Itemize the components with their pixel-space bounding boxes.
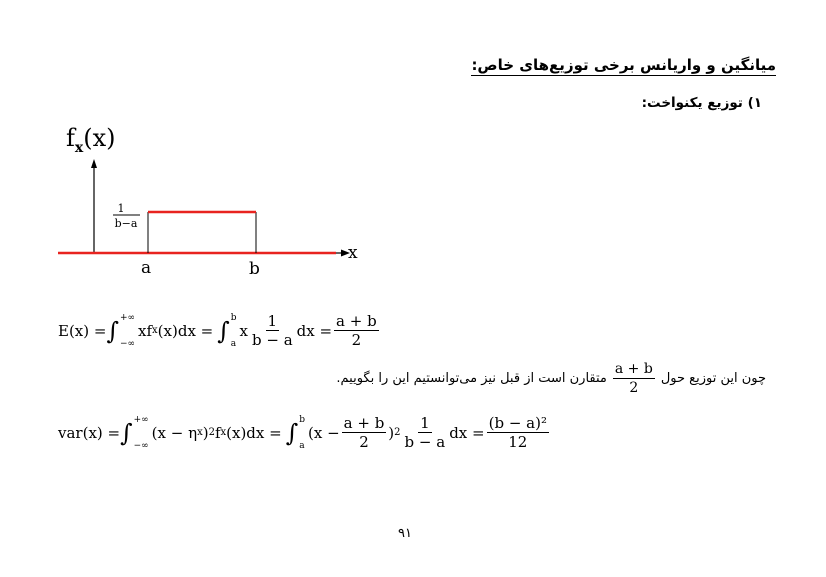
frac-num: a + b [343, 414, 385, 432]
int-lower: a [230, 338, 237, 349]
para-after: متقارن است از قبل نیز می‌توانستیم این را بگوییم. [336, 371, 607, 386]
mean-int2-body: x [239, 321, 248, 340]
graph-y-label-f: f [66, 124, 75, 152]
graph-y-label [66, 124, 116, 156]
var-body2-sup: 2 [394, 427, 401, 438]
int-upper: +∞ [133, 414, 149, 425]
frac-num: 1 [267, 312, 278, 330]
frac-den: b − a [404, 433, 446, 451]
integral-sign: ∫ [120, 418, 133, 447]
graph-y-label-sub: x [74, 140, 84, 156]
point-b-label: b [249, 259, 260, 279]
int-lower: −∞ [133, 440, 149, 451]
frac-den: 12 [508, 433, 528, 451]
y-axis-arrow [91, 159, 97, 168]
int-lower: −∞ [119, 338, 136, 349]
int-upper: b [299, 414, 305, 425]
frac-den: 2 [351, 331, 362, 349]
var-lhs: var(x) = [58, 423, 121, 442]
integral-sign: ∫ [285, 418, 299, 447]
mean-fraction-1 [250, 312, 295, 349]
var-fraction-1 [342, 414, 387, 451]
var-body1: (x − η [151, 423, 198, 442]
var-body1-sup: 2 [208, 427, 215, 438]
int-upper: +∞ [119, 312, 136, 323]
var-body1-close: ) [202, 423, 209, 442]
mean-int1-body: xf [138, 321, 153, 340]
mean-int1-sub: x [152, 325, 158, 336]
frac-den: 2 [359, 433, 369, 451]
var-body2-close: ) [388, 423, 395, 442]
var-integral-2 [286, 415, 308, 451]
frac-num: a + b [336, 312, 377, 330]
var-after: dx = [449, 423, 485, 442]
var-body1-sub: x [197, 427, 203, 438]
integral-sign: ∫ [106, 316, 119, 345]
var-integral-1 [120, 415, 152, 451]
mean-integral-2 [217, 313, 239, 349]
frac-num: 1 [420, 414, 430, 432]
mean-equation [58, 312, 381, 349]
var-fraction-3 [487, 414, 549, 451]
height-label-den: b−a [114, 217, 138, 230]
mean-int1-tail: (x)dx = [157, 321, 214, 340]
frac-num: (b − a)² [488, 414, 547, 432]
point-a-label: a [141, 258, 152, 278]
x-axis-label: x [348, 243, 358, 263]
para-before: چون این توزیع حول [660, 371, 766, 386]
graph-y-label-arg: (x) [83, 124, 116, 152]
mean-after-frac: dx = [296, 321, 333, 340]
integral-sign: ∫ [217, 316, 230, 345]
mean-fraction-2 [334, 312, 379, 349]
height-label-num: 1 [117, 202, 125, 215]
section-heading: میانگین و واریانس برخی توزیع‌های خاص: [471, 56, 776, 74]
para-fraction [613, 360, 655, 397]
subsection-heading: ۱) توزیع یکنواخت: [641, 95, 762, 111]
var-body1-tail: (x)dx = [226, 423, 282, 442]
var-body1-f-sub: x [220, 427, 227, 438]
var-body1-f: f [214, 423, 221, 442]
mean-integral-1 [106, 313, 138, 349]
int-lower: a [299, 440, 305, 451]
variance-equation [58, 414, 551, 451]
var-body2-open: (x − [307, 423, 340, 442]
frac-den: 2 [629, 380, 639, 396]
symmetry-paragraph [336, 360, 766, 397]
mean-lhs: E(x) = [58, 321, 107, 340]
var-fraction-2 [403, 414, 448, 451]
frac-num: a + b [614, 361, 653, 377]
page-number: ۹۱ [398, 526, 412, 541]
frac-den: b − a [251, 331, 293, 349]
int-upper: b [230, 312, 237, 323]
